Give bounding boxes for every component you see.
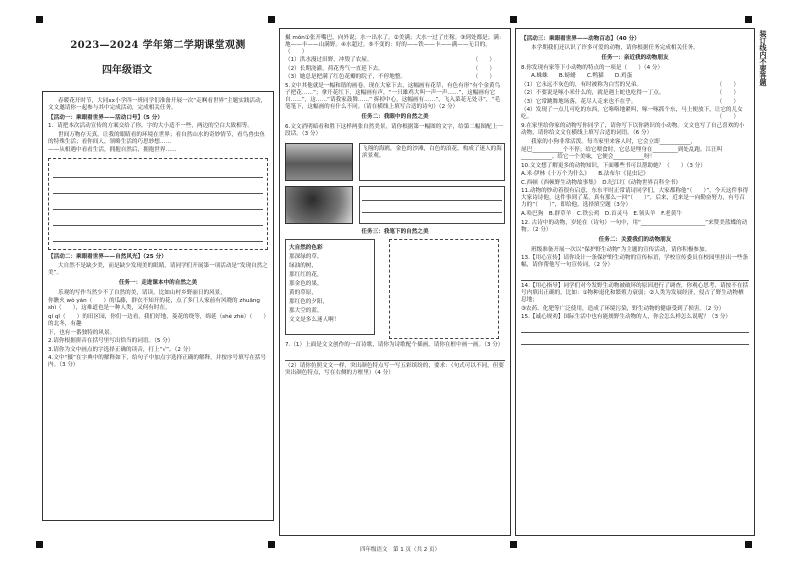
passage-text: 你瞧火 wò yán（ ）的瓜藤，群衣不知开的花，点了多门人家前有风晓的 zhuāng shì（ ），这难道也是一种人类，又何有时在。 (48, 298, 260, 312)
registration-mark (36, 16, 43, 23)
activity-2-intro: 大自然不是缺少美，而是缺少发现美的眼睛，请同学们开展第一项活动是“发现自然之美”。 (48, 262, 268, 276)
poem-line: 黄的草原， (289, 289, 317, 296)
question-15: 15.【诚心规劝】国际生活中也有能规野生动物的人，你会怎么样怎么说呢？（3 分） (521, 314, 732, 321)
q10-option: C.西顿《西顿野生动物故事集》 D.纪江红《动物世界百科全书》 (521, 179, 682, 186)
question-8-options: A.蛛蛛 B.螃蜡 C.鸭猫 D.鸡蛋 (531, 73, 633, 80)
question-11: 11.动物的炒动着很有启意，东东平时正常请诗同学们，大家都称他“（ ）”，今天这件事得大家诗诗他，这件事到了某，真有那么一回“（ ）”，后来，近来是一向勤奋努力，有号召力的“（ ）”，即给他，选择填空题（3分） (521, 188, 749, 209)
question-4: 4.文中“摄”在字典中的解释如下，给句子中加点字选择正确的解释，并按序号填写在括号内。（3 分） (48, 355, 267, 369)
item-1: （1）洪水漫过田野，冲毁了农屋。 （ ） (285, 57, 495, 64)
answer-line[interactable] (285, 351, 505, 361)
registration-mark (745, 16, 752, 23)
question-3: 3.请你为文中画点的字选择正确的读音，打上“√”。（2 分） (48, 346, 194, 353)
subject-title: 四年级语文 (102, 64, 152, 76)
passage-text: qí qǐ（ ）的田区园，你们一边看，我们好地，菱花的绕等，绵延（shè zhè）（ ）的北冬，有趣 (48, 313, 267, 327)
q11-options: A.哈巴狗 B.群草羊 C.铁公鸡 D.首灵马 E.领头羊 F.老黄牛 (521, 210, 682, 217)
seaside-photo (285, 143, 353, 181)
activity-3-intro: 本学期我们还认识了许多可爱的动物，请你根据任务完成相关任务。 (531, 44, 699, 51)
task-1-title: 任务一：走进课本中的自然之美 (118, 279, 198, 286)
question-14: 14.【用心指导】同学们对今发野生动物被破坏的原因进行了调查，你观心思考，请按不在括号内填出正确的，比如：①物种退化和繁殖力衰弱；②人类为发展经济，侵占了野生动物栖息地； (521, 283, 749, 304)
task-2-title: 任务二：关爱我们的动物朋友 (598, 236, 672, 243)
column-2 (279, 28, 511, 536)
question-8: 8.你发现有家等下小动物的特点的一项是（ ）（4 分） (521, 64, 664, 71)
passage-text: 乐观的写作当然少不了自然的美，请读，比如山村乡野丽日的风景， (58, 289, 226, 296)
slogan-text: 世间万物存天真，让我的眼睛看的环境在世界；看自然山水的奇妙情节，看鸟兽虫鱼的特殊生活；看你间人，领略生活的巧思妙想…… (48, 131, 265, 145)
registration-mark (510, 16, 517, 23)
task-1-title: 任务一：亲近我的动物朋友 (601, 54, 669, 61)
question-10: 10.文文想了解更多的动物知识，下面哪些书可以帮助她？（ ）（3 分） (521, 162, 706, 169)
intro-text: 春暖花开时节，大同xx小学四一班同学们准备开展一次“走啊看世界”主题实践活动，文文邀请你一起参与其中完成活动，完成相关任务。 (48, 97, 267, 111)
question-9: 9.在家里给你家的动物写你同学了，请你写下以你熟识的小动物。文文也写了自己喜欢的小动物，请你给文文在横线上填写合适的词语。（6 分） (521, 123, 745, 136)
q9-text: 我家的小狗非常活泼。每当家里来客人时，它会立即___________， (531, 138, 697, 145)
question-12: 12. 古诗中的动物，岁轮在（诗句）一句中，用“_______________________”来赞美蓝蝶的动物。（2 分） (521, 219, 748, 233)
answer-line[interactable] (53, 162, 263, 178)
slogan-text-2: ——从相遇中看看生活，拥抱自然后，拥抱世界…… (48, 147, 177, 154)
photo-row-2 (285, 186, 505, 224)
caption-box-2[interactable] (359, 186, 505, 224)
page-footer: 四年级语文 第 1 页（共 2 页） (360, 547, 440, 553)
registration-mark (510, 541, 517, 548)
poem-line: 那深绿的草， (289, 253, 323, 260)
task-2-intro: 班级准备开展一次以“保护野生动物”为主题的宣传活动，请你积极参加。 (531, 246, 711, 253)
question-13: 13.【用心宣传】请你设计一条保护野生动物的宣传标语，学校宣传委员在校园里挂出一些条幅，请你帮他写一句宣传词。（2 分） (521, 255, 749, 269)
poem-line: 那大空的蓝， (289, 307, 323, 314)
item-3: （3）她总是把满了红色花瓣的院子，不停地整。 （ ） (285, 74, 495, 81)
poem-line: 那红红的花， (289, 271, 323, 278)
drawing-area[interactable] (389, 239, 499, 339)
answer-line[interactable] (53, 194, 263, 210)
q8-item-4: （4）发现了一点儿可吃的东西，它咯咯地紧叫，啄一啄抓个东，马上便放下，让它的儿女吃。 （ ） (521, 107, 743, 121)
writing-area[interactable] (48, 158, 268, 250)
poem-line: 绿油的树， (289, 262, 317, 269)
answer-line[interactable] (521, 323, 749, 333)
poem-line: 那金色的果， (289, 280, 323, 287)
passage-text: 下，也有一番独特的风景。 (48, 329, 116, 336)
section-box (42, 91, 274, 521)
activity-2-title: 【活动二：乘眼看世界——自然风光】（25 分） (48, 254, 167, 261)
question-7-2: （2）请你仿照文文一样，突出颜色特点写一写五彩缤纷的，要求：（句式可以不同，但要突出颜色特点，写在右侧的方框里）（4 分） (285, 362, 504, 376)
registration-mark (745, 541, 752, 548)
poem-line: 大自然的色彩 (289, 244, 323, 251)
q8-item-2: （2）不要说是啄小米什么的，就是遇上蛇也吃得一丁点。 （ ） (521, 90, 739, 97)
answer-line[interactable] (53, 178, 263, 194)
poem-and-drawing (285, 239, 505, 339)
answer-line[interactable] (53, 210, 263, 226)
activity-1-title: 【活动一：乘眼看世界——活动口号】（5 分） (48, 114, 163, 121)
photo-row-1 (285, 143, 505, 181)
question-7-1: 7.（1）上面是文文创作的一首诗歌，请你为诗歌配个插画，请你在框中画一画。（3 分） (285, 341, 504, 348)
q8-item-3: （3）它常跳舞地场落，花尽人走来也不在乎。 （ ） (521, 98, 739, 105)
q9-text-2: 尾巴___________个不停；给它喂食时，它总是埋身在_________到处乱跑。江汪叫___________。给它一个美味，它便会___________呀！ (521, 147, 723, 161)
question-5: 5.文中其他就是一幅和谐的画卷。现在大家下去，这幅画有花草，有色有形“有个金黄鸟子把花……”；拿开花红下，这幅画有声，“一只雄鸡大叫一声一声……”，这幅画有它自……”，这……“请我家鼓舞……” 拆掉中心，这幅画有……”，飞入菜花无处寻”，“毛笔笔下，这幅画的有什么不同。（请在横线上填写合适的诗句）（2 分） (285, 82, 501, 110)
activity-3-title: 【活动三：乘眼看世界——动物百态】（40 分） (521, 36, 640, 42)
question-14-b: ③农药、化肥等广泛使用，造成了环境污染，野生动物的健康受到了损害。（2 分） (521, 305, 725, 312)
answer-line[interactable] (53, 226, 263, 242)
task-2-title: 任务二：我眼中的自然之美 (361, 113, 429, 120)
dictionary-entry: 摄 mǒn①张开嘴巴，向外说；水一出水了。②美满；大水一过了庄稼。③到处都是；满：地——丰——山满野。④水超过。⑤不变的：好的——铁——卡——满——无目的。（ ） (285, 34, 505, 55)
registration-mark (36, 541, 43, 548)
exam-title: 2023—2024 学年第二学期课堂观测 (70, 40, 246, 51)
poem-line: 那红色的夕阳， (289, 298, 329, 305)
question-2: 2.请你根据拼音在括号里写出恰当的词语。（5 分） (48, 338, 174, 345)
binding-strip: 装订线内不要答题 (759, 30, 767, 86)
tree-photo (285, 186, 353, 224)
item-2: （2）长期浇灌，荷花秀气一直延下去。 （ ） (285, 65, 495, 72)
task-3-title: 任务三：我笔下的自然之美 (361, 228, 429, 235)
q8-item-1: （1）它永远不灰色的，有时被称为白雪的兄弟。 （ ） (521, 81, 739, 88)
question-1: 1．请把本次活动宣传的方案交给了你，字的大小适不一些，两边的空白大致相等。 (48, 123, 253, 130)
column-1 (42, 28, 274, 536)
poem-box (285, 239, 375, 335)
answer-line[interactable] (521, 335, 749, 345)
answer-line[interactable] (521, 271, 749, 281)
q10-option: A.米·伊林《十万个为什么》 B.法布尔《昆虫记》 (521, 171, 649, 178)
question-6: 6.文文消明暗看和胜下这样两张自然美景，请你根据第一幅图的文字，给第二幅图配上一段话。（3 分） (285, 123, 503, 137)
caption-box-1: 飞翔的海鸥，金色的沙滩，白色的浪花，构成了迷人的海滨景观。 (359, 143, 505, 181)
column-3 (515, 28, 755, 536)
registration-mark (268, 541, 275, 548)
poem-line: 文文是多么迷人啊！ (289, 316, 340, 323)
registration-mark (268, 16, 275, 23)
